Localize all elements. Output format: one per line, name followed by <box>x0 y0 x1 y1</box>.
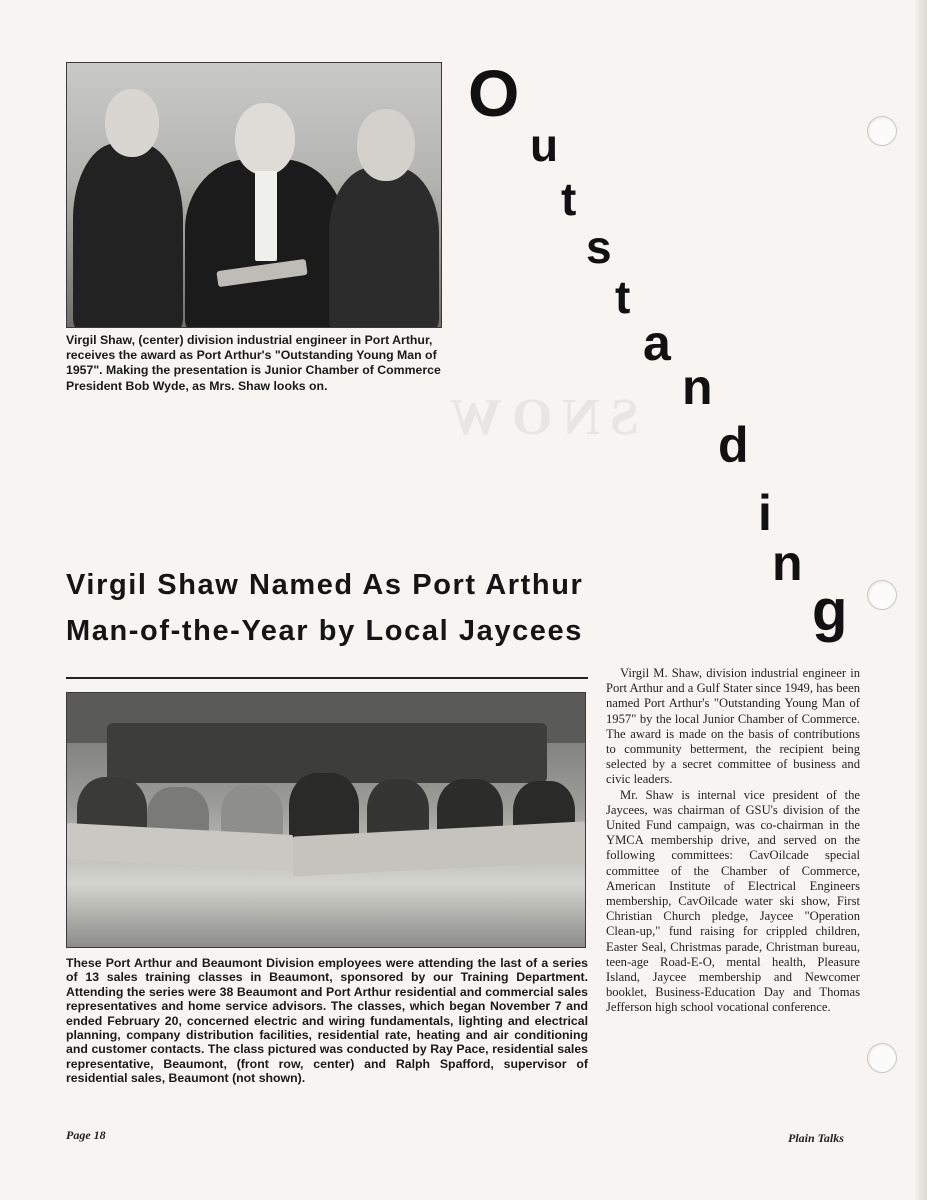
title-letter: n <box>682 359 713 415</box>
title-letter: i <box>758 485 772 541</box>
binder-hole <box>867 116 897 146</box>
title-letter: g <box>812 578 848 643</box>
title-letter: d <box>718 417 749 473</box>
title-letter: t <box>615 271 631 323</box>
publication-name: Plain Talks <box>788 1131 844 1145</box>
article-body <box>606 666 860 1016</box>
bleed-through: SNOW <box>440 389 639 446</box>
title-letter: u <box>530 119 559 171</box>
article-paragraph: Mr. Shaw is internal vice president of the Jaycees, was chairman of GSU's division of the United Fund campaign, was co-chairman in the YMCA membership drive, and served on the following committees: CavOilcade special committee of the Chamber of Commerce, American Institute of Electrical Engineers membership, CavOilcade water ski show, First Christian Church pledge, Jaycee "Operation Clean-up," fund raising for crippled children, Easter Seal, Christmas parade, Christman bureau, teen-age Road-E-O, mental health, Pleasure Island, Jaycee membership and Newcomer booklet, Business-Education Day and Thomas Jefferson high school vocational conference. <box>606 787 860 1015</box>
class-photo <box>66 692 586 948</box>
award-photo-caption: Virgil Shaw, (center) division industrial engineer in Port Arthur, receives the award as Port Arthur's "Outstanding Young Man of 1957". Making the presentation is Junior Chamber of Commerce President Bob Wyde, as Mrs. Shaw looks on. <box>66 333 441 393</box>
title-letter: a <box>643 315 671 371</box>
title-letter: O <box>468 56 520 130</box>
title-letter: n <box>772 535 803 591</box>
page-edge <box>915 0 927 1200</box>
binder-hole <box>867 580 897 610</box>
headline-line-1: Virgil Shaw Named As Port Arthur <box>66 569 584 601</box>
page-number: Page 18 <box>66 1128 106 1142</box>
title-letter: s <box>586 221 612 273</box>
divider-rule <box>66 677 588 679</box>
award-photo <box>66 62 442 328</box>
class-photo-caption: These Port Arthur and Beaumont Division employees were attending the last of a series of 13 sales training classes in Beaumont, sponsored by our Training Department. Attending the series were 38 Beaumont and Port Arthur residential and commercial sales representatives and home service advisors. The classes, which began November 7 and ended February 20, concerned electric and wiring fundamentals, lighting and electrical planning, company distribution facilities, residential rate, heating and air conditioning and customer contacts. The class pictured was conducted by Ray Pace, residential sales representative, Beaumont, (front row, center) and Ralph Spafford, supervisor of residential sales, Beaumont (not shown). <box>66 956 588 1086</box>
headline <box>66 562 786 654</box>
headline-line-2: Man-of-the-Year by Local Jaycees <box>66 615 583 647</box>
article-paragraph: Virgil M. Shaw, division industrial engineer in Port Arthur and a Gulf Stater since 1949, has been named Port Arthur's "Outstanding Young Man of 1957" by the local Junior Chamber of Commerce. The award is made on the basis of contributions to community betterment, the recipient being selected by a secret committee of business and civic leaders. <box>606 666 860 787</box>
binder-hole <box>867 1043 897 1073</box>
title-letter: t <box>561 173 577 225</box>
